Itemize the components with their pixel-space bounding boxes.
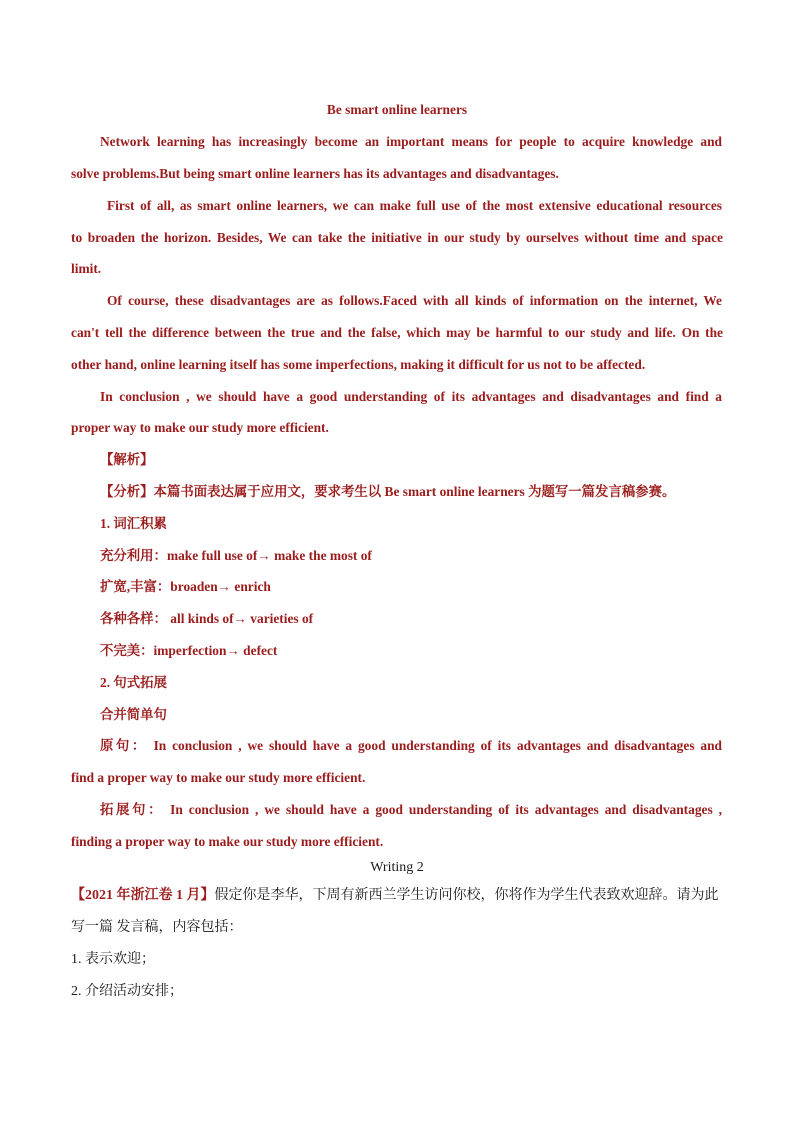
vocab-item: 扩宽,丰富：broaden→ enrich <box>100 579 271 594</box>
analysis-summary: 【分析】本篇书面表达属于应用文，要求考生以 Be smart online learners 为题写一篇发言稿参赛。 <box>100 484 676 499</box>
vocab-item: 充分利用：make full use of→ make the most of <box>100 548 372 563</box>
essay-title: Be smart online learners <box>326 102 468 117</box>
vocab-title: 1. 词汇积累 <box>100 516 167 531</box>
essay-line-8: other hand, online learning itself has some imperfections, making it difficult for us not to be affected. <box>71 357 646 372</box>
vocab-item: 不完美：imperfection→ defect <box>100 643 278 658</box>
writing2-item-2: 2. 介绍活动安排； <box>71 984 183 999</box>
writing2-title: Writing 2 <box>370 860 424 875</box>
exam-source: 【2021 年浙江卷 1 月】 <box>71 888 215 903</box>
essay-line-5: limit. <box>71 261 102 276</box>
essay-line-3: First of all, as smart online learners, we can make full use of the most extensive educational resources <box>107 198 722 213</box>
original-sentence-1: 原句： In conclusion , we should have a good understanding of its advantages and disadvantages and <box>100 738 722 753</box>
essay-line-1: Network learning has increasingly become an important means for people to acquire knowledge and <box>100 134 722 149</box>
writing2-item-1: 1. 表示欢迎； <box>71 952 155 967</box>
essay-line-9: In conclusion , we should have a good understanding of its advantages and disadvantages and find a <box>100 389 722 404</box>
sentence-title: 2. 句式拓展 <box>100 675 167 690</box>
writing2-prompt-line-2: 写一篇 发言稿，内容包括： <box>71 920 243 935</box>
essay-line-4: to broaden the horizon. Besides, We can take the initiative in our study by ourselves without time and space <box>71 230 723 245</box>
merge-title: 合并简单句 <box>100 707 167 722</box>
vocab-item: 各种各样： all kinds of→ varieties of <box>100 611 314 626</box>
essay-line-2: solve problems.But being smart online learners has its advantages and disadvantages. <box>71 166 559 181</box>
expanded-sentence-1: 拓展句： In conclusion , we should have a good understanding of its advantages and disadvantages , <box>100 802 722 817</box>
writing2-prompt-line-1 <box>71 886 731 906</box>
original-sentence-2: find a proper way to make our study more efficient. <box>71 770 366 785</box>
essay-line-10: proper way to make our study more efficient. <box>71 420 329 435</box>
essay-line-6: Of course, these disadvantages are as follows.Faced with all kinds of information on the internet, We <box>107 293 722 308</box>
analysis-header: 【解析】 <box>100 452 154 467</box>
expanded-sentence-2: finding a proper way to make our study more efficient. <box>71 834 384 849</box>
essay-line-7: can't tell the difference between the true and the false, which may be harmful to our study and life. On the <box>71 325 723 340</box>
prompt-text: 假定你是李华，下周有新西兰学生访问你校，你将作为学生代表致欢迎辞。请为此 <box>214 888 719 903</box>
